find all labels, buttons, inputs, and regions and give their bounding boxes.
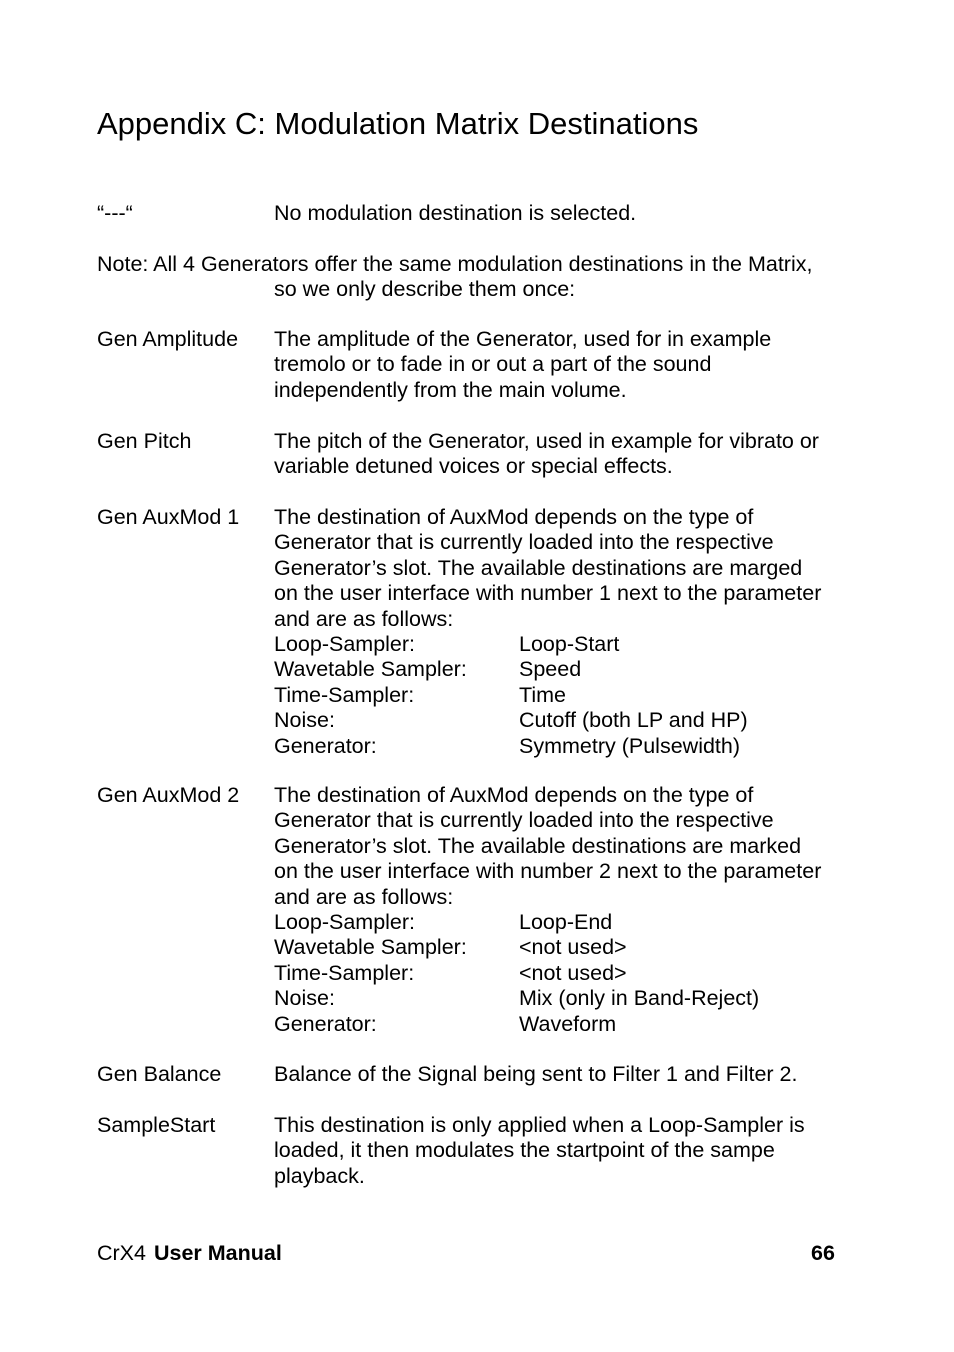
entry-desc-line: The amplitude of the Generator, used for in example (274, 327, 772, 351)
destination-row (274, 910, 867, 935)
entry-term: “---“ (97, 201, 133, 225)
generator-type: Wavetable Sampler: (274, 657, 467, 682)
generator-type: Loop-Sampler: (274, 632, 416, 657)
note-line-2: so we only describe them once: (274, 277, 576, 302)
destination-value: Mix (only in Band-Reject) (519, 986, 760, 1011)
generator-type: Noise: (274, 986, 335, 1011)
destination-value: Symmetry (Pulsewidth) (519, 733, 741, 758)
entry-desc-line: Generator that is currently loaded into the respective (274, 808, 774, 833)
footer-doc-name: User Manual (153, 1241, 282, 1265)
destination-value: Loop-Start (519, 632, 620, 657)
entry-desc-line: Generator that is currently loaded into the respective (274, 530, 774, 555)
generator-type: Loop-Sampler: (274, 910, 416, 935)
entry-samplestart (97, 1113, 867, 1189)
entry-desc-line: Balance of the Signal being sent to Filter 1 and Filter 2. (274, 1062, 798, 1086)
generator-type: Wavetable Sampler: (274, 935, 467, 960)
destination-row (274, 708, 867, 733)
generator-type: Noise: (274, 708, 335, 733)
destination-value: Speed (519, 657, 582, 682)
destination-row (274, 632, 867, 657)
generator-type: Generator: (274, 733, 377, 758)
page-number: 66 (811, 1241, 835, 1265)
destination-value: <not used> (519, 960, 627, 985)
entry-desc-line: tremolo or to fade in or out a part of the sound (274, 352, 712, 377)
entry-desc-line: independently from the main volume. (274, 377, 627, 402)
entry-desc-line: loaded, it then modulates the startpoint of the sampe (274, 1138, 775, 1163)
entry-desc-line: Generator’s slot. The available destinations are marked (274, 833, 802, 858)
note-paragraph (97, 252, 812, 303)
entry-desc-line: Generator’s slot. The available destinations are marged (274, 555, 803, 580)
destination-value: <not used> (519, 935, 627, 960)
entry-term: SampleStart (97, 1113, 216, 1137)
entry-term: Gen Balance (97, 1062, 222, 1086)
entry-desc-line: The destination of AuxMod depends on the type of (274, 783, 754, 807)
entry-desc-line: and are as follows: (274, 884, 454, 909)
footer-title (97, 1240, 282, 1266)
entry-term: Gen Pitch (97, 429, 192, 453)
entry-none (97, 201, 867, 226)
entry-desc-line: on the user interface with number 2 next to the parameter (274, 859, 822, 884)
entry-term: Gen AuxMod 2 (97, 783, 240, 807)
destination-row (274, 1012, 867, 1037)
generator-type: Generator: (274, 1011, 377, 1036)
generator-type: Time-Sampler: (274, 960, 415, 985)
destination-row (274, 734, 867, 759)
note-line-1: Note: All 4 Generators offer the same modulation destinations in the Matrix, (97, 252, 813, 276)
footer-product: CrX4 (97, 1241, 146, 1265)
entry-desc-line: The destination of AuxMod depends on the type of (274, 505, 754, 529)
generator-type: Time-Sampler: (274, 682, 415, 707)
destination-row (274, 683, 867, 708)
entry-gen-pitch (97, 429, 867, 480)
entry-desc-line: No modulation destination is selected. (274, 201, 637, 225)
page-title: Appendix C: Modulation Matrix Destinations (97, 106, 699, 141)
entry-gen-balance (97, 1062, 867, 1087)
entry-gen-amplitude (97, 327, 867, 403)
entry-desc-line: and are as follows: (274, 606, 454, 631)
entry-term: Gen Amplitude (97, 327, 239, 351)
entry-term: Gen AuxMod 1 (97, 505, 240, 529)
destination-row (274, 935, 867, 960)
entry-gen-auxmod-1 (97, 505, 867, 759)
destination-value: Time (519, 682, 566, 707)
entry-desc-line: variable detuned voices or special effects. (274, 454, 673, 479)
entry-gen-auxmod-2 (97, 783, 867, 1037)
destination-row (274, 986, 867, 1011)
destination-row (274, 657, 867, 682)
destination-value: Loop-End (519, 910, 613, 935)
destination-value: Waveform (519, 1011, 617, 1036)
entry-desc-line: This destination is only applied when a Loop-Sampler is (274, 1113, 805, 1137)
entry-desc-line: on the user interface with number 1 next to the parameter (274, 581, 822, 606)
entry-desc-line: playback. (274, 1163, 365, 1188)
entry-desc-line: The pitch of the Generator, used in example for vibrato or (274, 429, 819, 453)
destination-value: Cutoff (both LP and HP) (519, 708, 748, 733)
destination-row (274, 961, 867, 986)
